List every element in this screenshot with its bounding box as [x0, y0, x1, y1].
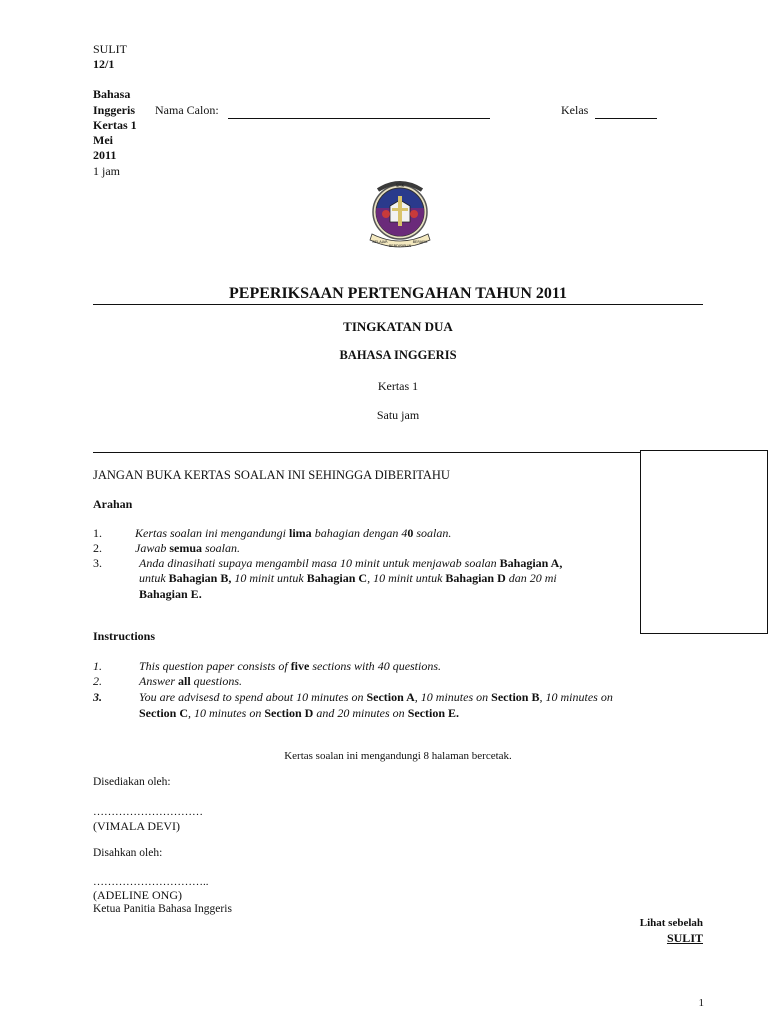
instruction-item-3-line-2: Section C, 10 minutes on Section D and 20 minutes on Section E.: [139, 706, 460, 720]
prepared-by-name: (VIMALA DEVI): [93, 819, 180, 833]
arahan-item-3-line-1: Anda dinasihati supaya mengambil masa 10 minit untuk menjawab soalan Bahagian A,: [139, 556, 563, 570]
subject-line-3: Kertas 1: [93, 118, 137, 132]
arahan-item-2-number: 2.: [93, 541, 102, 555]
arahan-item-1-number: 1.: [93, 526, 102, 540]
subject-line-4: Mei: [93, 133, 113, 147]
instruction-item-3-line-1: You are advisesd to spend about 10 minutes on Section A, 10 minutes on Section B, 10 minutes on: [139, 690, 613, 704]
class-field[interactable]: [595, 103, 657, 119]
arahan-heading: Arahan: [93, 497, 133, 511]
subject-line-2: Inggeris: [93, 103, 135, 117]
subject-title: BAHASA INGGERIS: [339, 348, 457, 362]
instruction-item-2-number: 2.: [93, 674, 102, 688]
approved-by-name: (ADELINE ONG): [93, 888, 182, 902]
class-row: [561, 103, 657, 119]
exam-title: PEPERIKSAAN PERTENGAHAN TAHUN 2011: [229, 285, 567, 302]
subject-line-5: 2011: [93, 148, 117, 162]
arahan-item-3-line-2: untuk Bahagian B, 10 minit untuk Bahagian C, 10 minit untuk Bahagian D dan 20 mi: [139, 571, 557, 585]
candidate-name-label: Nama Calon:: [155, 103, 219, 117]
candidate-name-row: [155, 103, 490, 119]
arahan-item-1: Kertas soalan ini mengandungi lima bahagian dengan 40 soalan.: [135, 526, 452, 540]
instruction-item-1: This question paper consists of five sections with 40 questions.: [139, 659, 442, 673]
arahan-item-2: Jawab semua soalan.: [135, 541, 241, 555]
instruction-item-2: Answer all questions.: [139, 674, 243, 688]
duration: 1 jam: [93, 164, 120, 178]
arahan-item-3-line-3: Bahagian E.: [139, 587, 202, 601]
section-rule: [93, 452, 641, 453]
approved-by-label: Disahkan oleh:: [93, 847, 163, 859]
class-label: Kelas: [561, 103, 589, 117]
paper-time: Satu jam: [376, 408, 420, 422]
page-count-note: Kertas soalan ini mengandungi 8 halaman bercetak.: [284, 750, 512, 762]
approved-by-signature-dots: …………………………..: [93, 876, 209, 888]
do-not-open-warning: JANGAN BUKA KERTAS SOALAN INI SEHINGGA DIBERITAHU: [93, 468, 450, 482]
paper-number: Kertas 1: [377, 379, 419, 393]
paper-code: 12/1: [93, 57, 115, 71]
school-crest-logo: [352, 178, 448, 254]
logo-ribbon-right: BERJAYA: [412, 240, 428, 244]
subject-line-1: Bahasa: [93, 87, 131, 101]
candidate-name-field[interactable]: [228, 103, 490, 119]
page-number: 1: [698, 997, 704, 1009]
form-level: TINGKATAN DUA: [343, 319, 453, 334]
instructions-heading: Instructions: [93, 629, 156, 643]
turn-page-note: Lihat sebelah: [639, 917, 703, 929]
sulit-footer: SULIT: [666, 931, 703, 945]
prepared-by-signature-dots: …………………………: [93, 806, 203, 818]
title-rule: [93, 304, 703, 305]
arahan-item-3-number: 3.: [93, 556, 102, 570]
logo-top-text: SMK: [395, 183, 405, 188]
logo-ribbon-left: BELAJAR: [372, 240, 388, 244]
instruction-item-3-number: 3.: [93, 690, 102, 704]
prepared-by-label: Disediakan oleh:: [93, 776, 171, 788]
approved-by-role: Ketua Panitia Bahasa Inggeris: [93, 903, 232, 915]
instruction-item-1-number: 1.: [93, 659, 102, 673]
examiner-marks-box: [640, 450, 768, 634]
logo-ribbon-mid: BERDISIPLIN: [388, 244, 412, 248]
sulit-header: SULIT: [93, 42, 127, 56]
